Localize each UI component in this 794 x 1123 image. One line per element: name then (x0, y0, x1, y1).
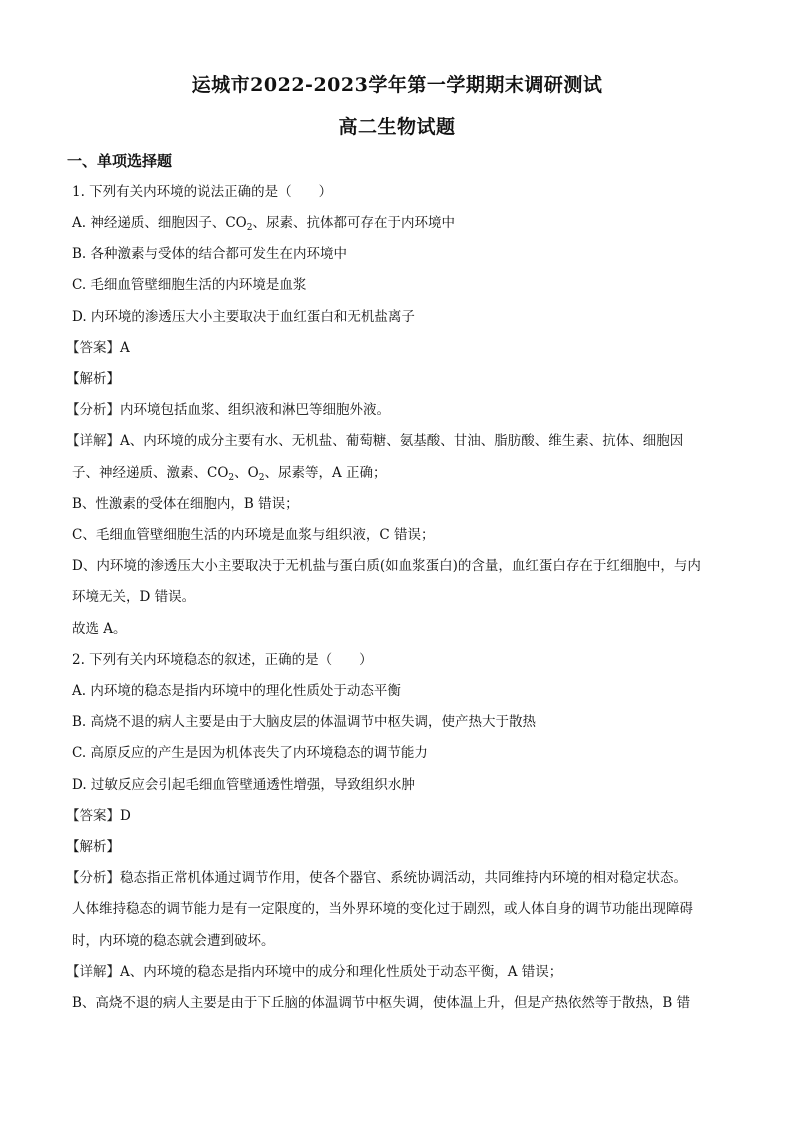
q2-fenxi-line-3: 时，内环境的稳态就会遭到破坏。 (72, 933, 275, 949)
q1-option-b: B. 各种激素与受体的结合都可发生在内环境中 (72, 246, 348, 262)
q1-xiangjie-line-4: C、毛细血管壁细胞生活的内环境是血浆与组织液，C 错误； (72, 527, 435, 543)
q1-stem: 1. 下列有关内环境的说法正确的是（ ） (72, 184, 333, 200)
document-title: 运城市2022-2023学年第一学期期末调研测试 (191, 74, 603, 96)
q2-option-a: A. 内环境的稳态是指内环境中的理化性质处于动态平衡 (72, 683, 401, 699)
q1-option-c: C. 毛细血管壁细胞生活的内环境是血浆 (72, 277, 307, 293)
q2-answer: 【答案】D (66, 808, 131, 824)
section-heading: 一、单项选择题 (67, 152, 173, 170)
q1-fenxi: 【分析】内环境包括血浆、组织液和淋巴等细胞外液。 (66, 402, 390, 418)
q1-option-a: A. 神经递质、细胞因子、$CO_2$、尿素、抗体都可存在于内环境中 (72, 215, 455, 233)
q1-xiangjie-line-6: 环境无关，D 错误。 (72, 589, 196, 605)
q1-xiangjie-line-5: D、内环境的渗透压大小主要取决于无机盐与蛋白质(如血浆蛋白)的含量，血红蛋白存在于红细胞中，与内 (72, 558, 701, 574)
q1-xiangjie-line-2: 子、神经递质、激素、$CO_2$、$O_2$、尿素等，A 正确； (72, 465, 387, 483)
q1-conclusion: 故选 A。 (72, 621, 127, 637)
q1-option-d: D. 内环境的渗透压大小主要取决于血红蛋白和无机盐离子 (72, 309, 415, 325)
q2-fenxi-line-2: 人体维持稳态的调节能力是有一定限度的，当外界环境的变化过于剧烈，或人体自身的调节功能出现障碍 (72, 901, 693, 917)
q2-option-d: D. 过敏反应会引起毛细血管壁通透性增强，导致组织水肿 (72, 777, 415, 793)
q2-jiexi-tag: 【解析】 (66, 839, 120, 855)
q1-answer: 【答案】A (66, 340, 130, 356)
document-subtitle: 高二生物试题 (338, 116, 456, 138)
q2-stem: 2. 下列有关内环境稳态的叙述，正确的是（ ） (72, 652, 373, 668)
q2-option-c: C. 高原反应的产生是因为机体丧失了内环境稳态的调节能力 (72, 745, 428, 761)
q2-option-b: B. 高烧不退的病人主要是由于大脑皮层的体温调节中枢失调，使产热大于散热 (72, 714, 537, 730)
q2-fenxi-line-1: 【分析】稳态指正常机体通过调节作用，使各个器官、系统协调活动，共同维持内环境的相对稳定状态。 (66, 870, 687, 886)
q1-xiangjie-line-1: 【详解】A、内环境的成分主要有水、无机盐、葡萄糖、氨基酸、甘油、脂肪酸、维生素、抗体、细胞因 (66, 433, 684, 449)
q2-xiangjie-line-1: 【详解】A、内环境的稳态是指内环境中的成分和理化性质处于动态平衡，A 错误； (66, 964, 563, 980)
q2-xiangjie-line-2: B、高烧不退的病人主要是由于下丘脑的体温调节中枢失调，使体温上升，但是产热依然等于散热，B 错 (72, 995, 691, 1011)
q1-xiangjie-line-3: B、性激素的受体在细胞内，B 错误； (72, 496, 299, 512)
q1-jiexi-tag: 【解析】 (66, 371, 120, 387)
